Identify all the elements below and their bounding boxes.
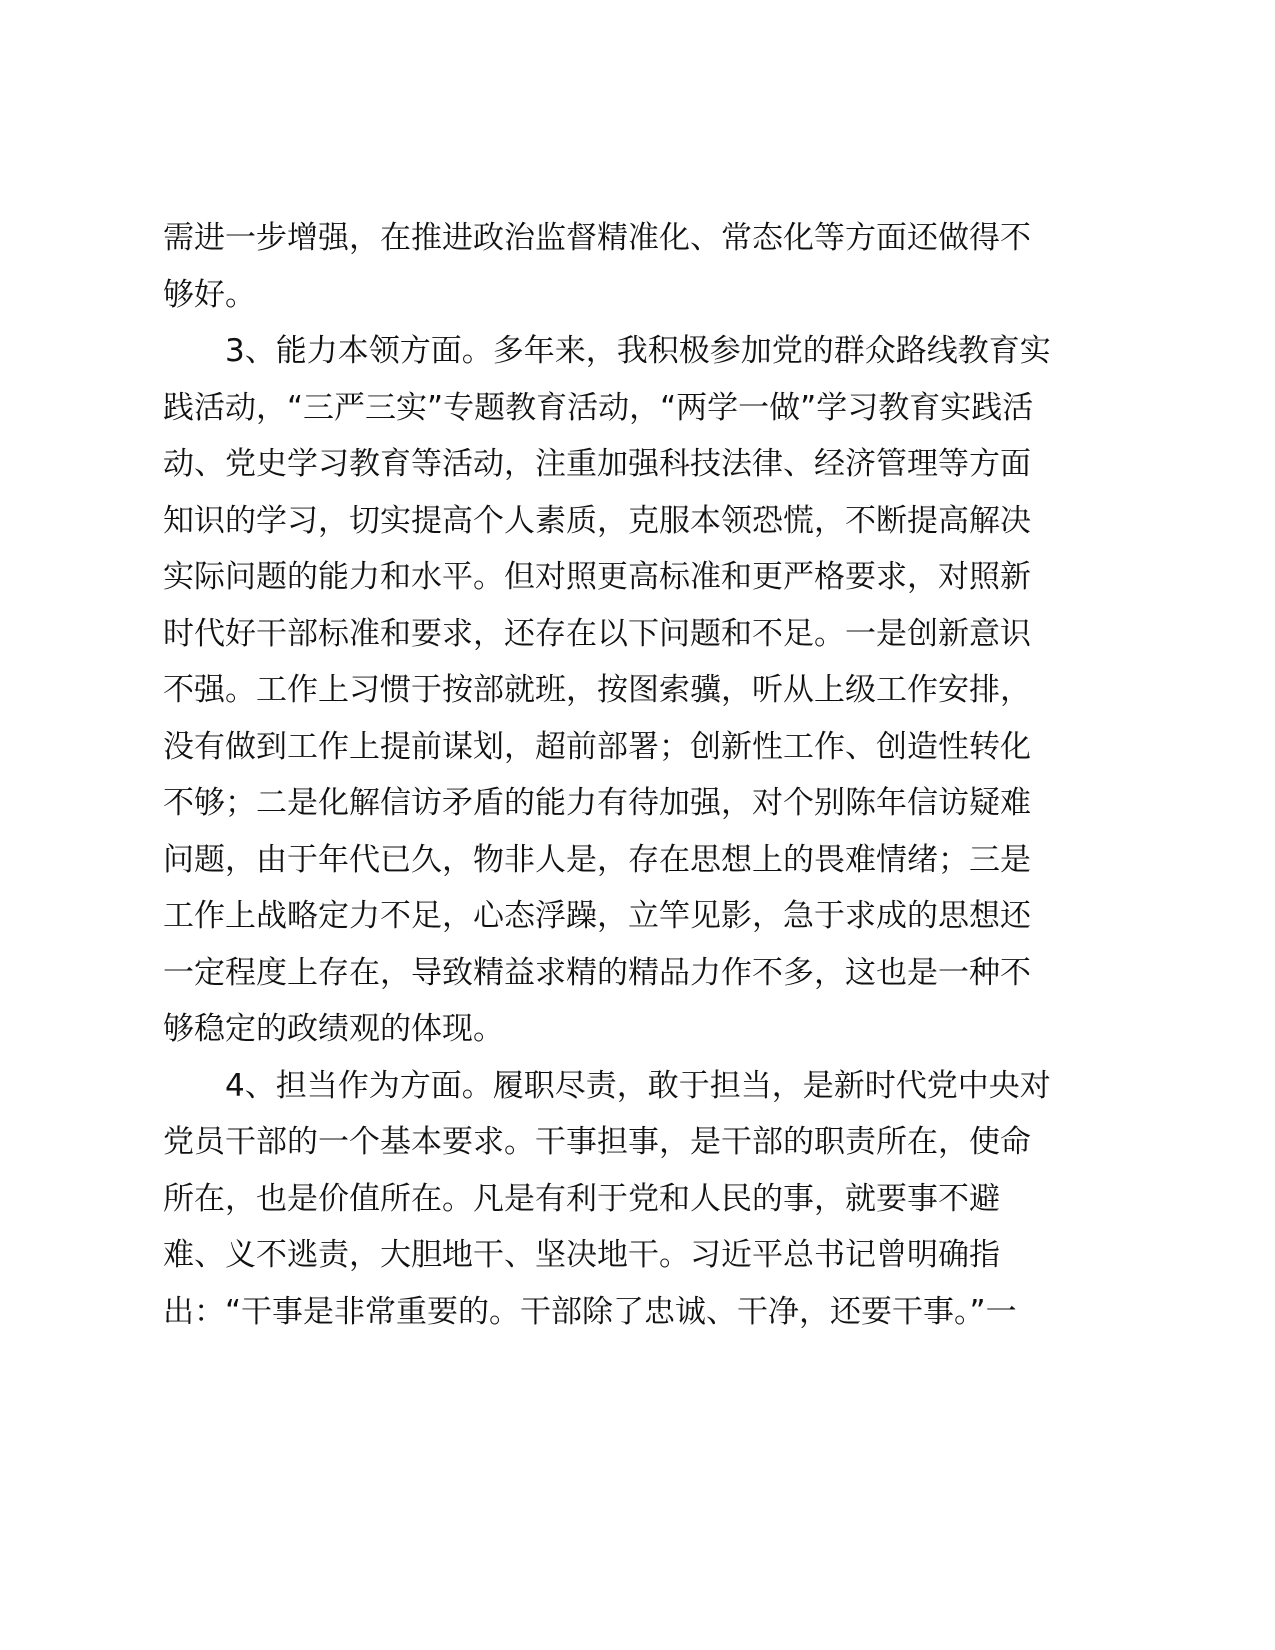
paragraph-start-line: 3、能力本领方面。多年来，我积极参加党的群众路线教育实	[225, 333, 1051, 369]
text-line: 没有做到工作上提前谋划，超前部署；创新性工作、创造性转化	[163, 728, 1031, 765]
text-line: 知识的学习，切实提高个人素质，克服本领恐慌，不断提高解决	[163, 502, 1031, 539]
text-line: 所在，也是价值所在。凡是有利于党和人民的事，就要事不避	[163, 1180, 1000, 1217]
text-line: 问题，由于年代已久，物非人是，存在思想上的畏难情绪；三是	[163, 841, 1031, 878]
text-line: 够好。	[163, 276, 256, 313]
body-text	[163, 210, 1083, 1340]
text-line: 需进一步增强，在推进政治监督精准化、常态化等方面还做得不	[163, 220, 1031, 256]
text-line: 出：“干事是非常重要的。干部除了忠诚、干净，还要干事。”一	[163, 1293, 1017, 1330]
text-line: 党员干部的一个基本要求。干事担事，是干部的职责所在，使命	[163, 1124, 1031, 1160]
text-line: 实际问题的能力和水平。但对照更高标准和更严格要求，对照新	[163, 559, 1031, 595]
text-line: 不够；二是化解信访矛盾的能力有待加强，对个别陈年信访疑难	[163, 785, 1031, 821]
text-line: 难、义不逃责，大胆地干、坚决地干。习近平总书记曾明确指	[163, 1237, 1000, 1273]
paragraph-start-line: 4、担当作为方面。履职尽责，敢于担当，是新时代党中央对	[225, 1067, 1051, 1104]
text-line: 够稳定的政绩观的体现。	[163, 1011, 504, 1047]
text-line: 不强。工作上习惯于按部就班，按图索骥，听从上级工作安排，	[163, 672, 1031, 708]
text-line: 工作上战略定力不足，心态浮躁，立竿见影，急于求成的思想还	[163, 898, 1031, 934]
text-line: 时代好干部标准和要求，还存在以下问题和不足。一是创新意识	[163, 615, 1031, 652]
text-line: 一定程度上存在，导致精益求精的精品力作不多，这也是一种不	[163, 954, 1031, 991]
text-line: 动、党史学习教育等活动，注重加强科技法律、经济管理等方面	[163, 446, 1031, 482]
text-line: 践活动，“三严三实”专题教育活动，“两学一做”学习教育实践活	[163, 389, 1034, 426]
